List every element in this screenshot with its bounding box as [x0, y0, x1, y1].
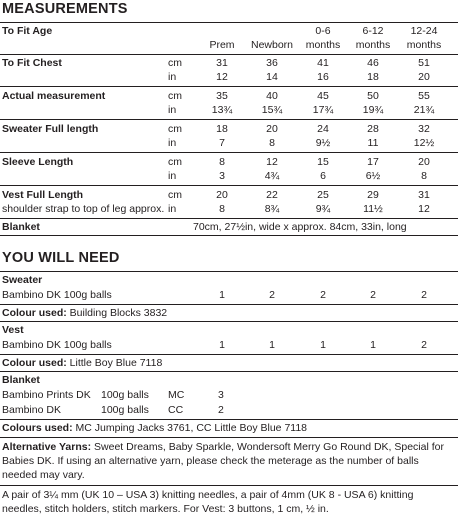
- cell: 1: [370, 339, 376, 351]
- divider: [0, 22, 458, 23]
- cell: 17¾: [312, 104, 334, 116]
- cell: 7: [219, 137, 225, 149]
- cell: 2: [421, 289, 427, 301]
- colour-label: Colours used:: [2, 422, 73, 434]
- size-header-bottom: months: [355, 39, 391, 51]
- blanket-heading: Blanket: [2, 374, 40, 386]
- blanket-value: 70cm, 27½in, wide x approx. 84cm, 33in, long: [193, 221, 407, 233]
- unit-cm: cm: [168, 90, 182, 102]
- row-label: Sleeve Length: [2, 156, 74, 168]
- cell: 12: [418, 203, 430, 215]
- vest-colour: [2, 357, 162, 369]
- unit-in: in: [168, 203, 177, 215]
- cell: 25: [317, 189, 329, 201]
- cell: 28: [367, 123, 379, 135]
- cell: 12: [266, 156, 278, 168]
- sweater-yarn: Bambino DK 100g balls: [2, 289, 112, 301]
- cell: 24: [317, 123, 329, 135]
- cell: 46: [367, 57, 379, 69]
- divider: [0, 119, 458, 120]
- cell: 11½: [363, 203, 383, 215]
- cell: 22: [266, 189, 278, 201]
- cell: 14: [266, 71, 278, 83]
- cell: 20: [418, 71, 430, 83]
- divider: [0, 354, 458, 355]
- blanket-yarn-name: Bambino DK: [2, 404, 61, 416]
- row-label: Vest Full Length: [2, 189, 84, 201]
- cell: 51: [418, 57, 430, 69]
- cell: 2: [269, 289, 275, 301]
- colour-label: Colour used:: [2, 307, 67, 319]
- cell: 45: [317, 90, 329, 102]
- divider: [0, 371, 458, 372]
- cell: 8: [219, 203, 225, 215]
- cell: 18: [216, 123, 228, 135]
- sweater-heading: Sweater: [2, 274, 43, 286]
- cell: 9½: [315, 137, 331, 149]
- divider: [0, 437, 458, 438]
- sweater-colour: [2, 307, 167, 319]
- cell: 2: [421, 339, 427, 351]
- blanket-yarn-value: 3: [218, 389, 224, 401]
- cell: 17: [367, 156, 379, 168]
- unit-cm: cm: [168, 57, 182, 69]
- cell: 40: [266, 90, 278, 102]
- colour-value: Little Boy Blue 7118: [69, 357, 163, 369]
- blanket-yarn-code: CC: [168, 404, 184, 416]
- cell: 1: [320, 339, 326, 351]
- unit-cm: cm: [168, 189, 182, 201]
- cell: 29: [367, 189, 379, 201]
- age-label: To Fit Age: [2, 25, 53, 37]
- cell: 19¾: [362, 104, 384, 116]
- divider: [0, 218, 458, 219]
- cell: 20: [418, 156, 430, 168]
- unit-in: in: [168, 170, 177, 182]
- unit-in: in: [168, 71, 177, 83]
- divider: [0, 185, 458, 186]
- unit-cm: cm: [168, 156, 182, 168]
- cell: 1: [219, 339, 225, 351]
- cell: 2: [320, 289, 326, 301]
- cell: 18: [367, 71, 379, 83]
- alt-label: Alternative Yarns:: [2, 441, 92, 453]
- size-header-bottom: Newborn: [250, 39, 294, 51]
- row-sublabel: shoulder strap to top of leg approx.: [2, 203, 165, 215]
- divider: [0, 271, 458, 272]
- unit-in: in: [168, 137, 177, 149]
- cell: 41: [317, 57, 329, 69]
- cell: 6½: [365, 170, 381, 182]
- blanket-yarn-size: 100g balls: [101, 404, 149, 416]
- size-header-top: 0-6: [315, 25, 331, 37]
- divider: [0, 54, 458, 55]
- divider: [0, 419, 458, 420]
- cell: 16: [317, 71, 329, 83]
- cell: 21¾: [413, 104, 435, 116]
- cell: 6: [320, 170, 326, 182]
- blanket-yarn-size: 100g balls: [101, 389, 149, 401]
- row-label: Actual measurement: [2, 90, 106, 102]
- divider: [0, 152, 458, 153]
- colour-value: Building Blocks 3832: [69, 307, 168, 319]
- colour-label: Colour used:: [2, 357, 67, 369]
- blanket-colours: [2, 422, 307, 434]
- needles-text: A pair of 3¼ mm (UK 10 – USA 3) knitting needles, a pair of 4mm (UK 8 - USA 6) knitting needles, stitch holders, stitch markers. For Vest: 3 buttons, 1 cm, ½ in.: [2, 489, 414, 515]
- vest-yarn: Bambino DK 100g balls: [2, 339, 112, 351]
- row-label: To Fit Chest: [2, 57, 62, 69]
- cell: 31: [418, 189, 430, 201]
- you-will-need-title: YOU WILL NEED: [2, 250, 120, 266]
- divider: [0, 321, 458, 322]
- size-header-top: 12-24: [410, 25, 438, 37]
- unit-in: in: [168, 104, 177, 116]
- cell: 3: [219, 170, 225, 182]
- cell: 2: [370, 289, 376, 301]
- cell: 35: [216, 90, 228, 102]
- size-header-top: 6-12: [362, 25, 384, 37]
- cell: 55: [418, 90, 430, 102]
- cell: 20: [266, 123, 278, 135]
- unit-cm: cm: [168, 123, 182, 135]
- row-label: Sweater Full length: [2, 123, 99, 135]
- cell: 8¾: [264, 203, 280, 215]
- vest-heading: Vest: [2, 324, 24, 336]
- cell: 8: [421, 170, 427, 182]
- cell: 20: [216, 189, 228, 201]
- alt-text: Sweet Dreams, Baby Sparkle, Wondersoft Merry Go Round DK, Special for Babies DK. If using an alternative yarn, please check the meterage as the number of balls needed may vary.: [2, 441, 444, 481]
- size-header-bottom: Prem: [209, 39, 235, 51]
- cell: 4¾: [264, 170, 280, 182]
- cell: 12½: [413, 137, 435, 149]
- blanket-label: Blanket: [2, 221, 40, 233]
- cell: 11: [367, 137, 379, 149]
- cell: 50: [367, 90, 379, 102]
- cell: 1: [219, 289, 225, 301]
- cell: 15: [317, 156, 329, 168]
- cell: 9¾: [315, 203, 331, 215]
- blanket-yarn-name: Bambino Prints DK: [2, 389, 91, 401]
- alternative-yarns: [2, 440, 454, 482]
- size-header-bottom: months: [406, 39, 442, 51]
- divider: [0, 235, 458, 236]
- blanket-yarn-code: MC: [168, 389, 185, 401]
- cell: 13¾: [211, 104, 233, 116]
- cell: 1: [269, 339, 275, 351]
- cell: 12: [216, 71, 228, 83]
- divider: [0, 304, 458, 305]
- divider: [0, 485, 458, 486]
- cell: 8: [269, 137, 275, 149]
- cell: 31: [216, 57, 228, 69]
- cell: 32: [418, 123, 430, 135]
- divider: [0, 86, 458, 87]
- cell: 15¾: [261, 104, 283, 116]
- colour-value: MC Jumping Jacks 3761, CC Little Boy Blue 7118: [75, 422, 308, 434]
- measurements-title: MEASUREMENTS: [2, 1, 128, 17]
- cell: 8: [219, 156, 225, 168]
- size-header-bottom: months: [305, 39, 341, 51]
- blanket-yarn-value: 2: [218, 404, 224, 416]
- cell: 36: [266, 57, 278, 69]
